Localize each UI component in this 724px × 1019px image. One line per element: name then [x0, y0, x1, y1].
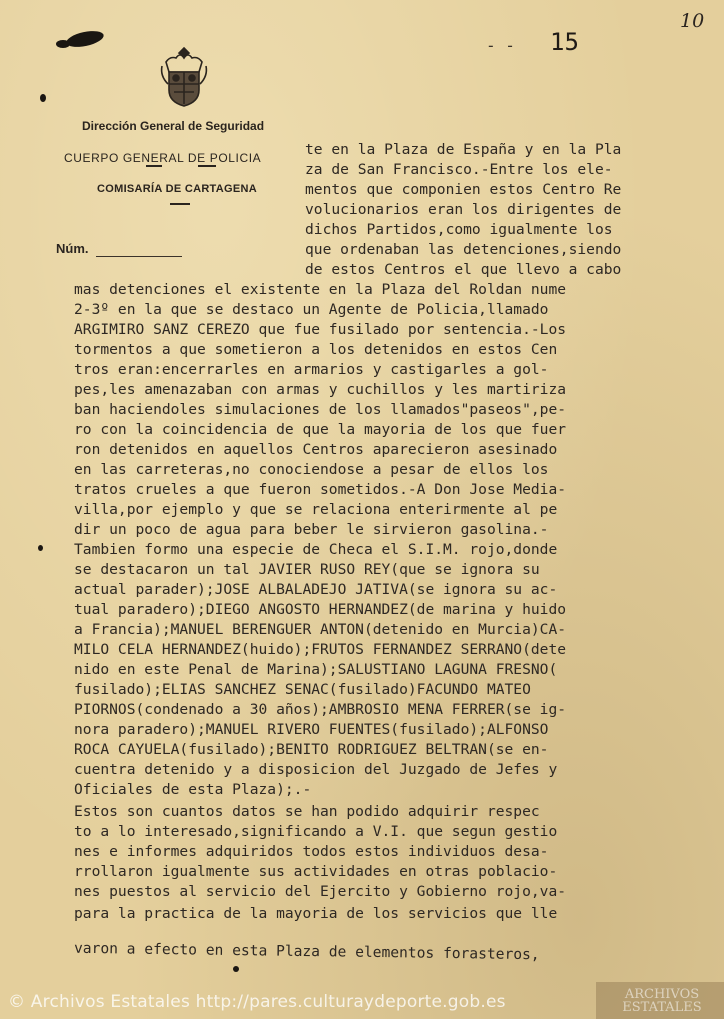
- text-line: en las carreteras,no conociendose a pesar de ellos los: [74, 461, 549, 478]
- header-divider: [170, 203, 190, 205]
- text-line: varon a efecto en esta Plaza de elementos forasteros,: [73, 939, 540, 964]
- text-line: a Francia);MANUEL BERENGUER ANTON(detenido en Murcia)CA-: [74, 621, 567, 638]
- text-line: pes,les amenazaban con armas y cuchillos y les martiriza: [74, 381, 567, 398]
- text-line: mas detenciones el existente en la Plaza del Roldan nume: [74, 281, 567, 298]
- text-line: Estos son cuantos datos se han podido adquirir respec: [74, 803, 540, 820]
- text-line: nes e informes adquiridos todos estos individuos desa-: [74, 843, 549, 860]
- text-line: actual parader);JOSE ALBALADEJO JATIVA(se ignora su ac-: [74, 581, 558, 598]
- text-line: tual paradero);DIEGO ANGOSTO HERNANDEZ(de marina y huido: [74, 601, 567, 618]
- text-line: Tambien formo una especie de Checa el S.I.M. rojo,donde: [74, 541, 558, 558]
- office-heading: COMISARÍA DE CARTAGENA: [97, 183, 257, 195]
- ink-blot: [65, 28, 105, 50]
- page-number: 15: [550, 28, 579, 56]
- text-line: 2-3º en la que se destaco un Agente de Policia,llamado: [74, 301, 549, 318]
- folio-number: 10: [680, 10, 705, 32]
- text-line: volucionarios eran los dirigentes de: [305, 201, 622, 218]
- number-label: Núm.: [56, 241, 89, 256]
- text-line: ro con la coincidencia de que la mayoria de los que fuer: [74, 421, 567, 438]
- text-line: ROCA CAYUELA(fusilado);BENITO RODRIGUEZ BELTRAN(se en-: [74, 741, 549, 758]
- text-line: dichos Partidos,como igualmente los: [305, 221, 613, 238]
- text-line: tros eran:encerrarles en armarios y castigarles a gol-: [74, 361, 549, 378]
- text-line: te en la Plaza de España y en la Pla: [305, 141, 622, 158]
- text-line: ARGIMIRO SANZ CEREZO que fue fusilado por sentencia.-Los: [74, 321, 567, 338]
- header-divider: [146, 165, 162, 167]
- text-line: mentos que componien estos Centro Re: [305, 181, 622, 198]
- number-field-line: [96, 256, 182, 257]
- text-line: PIORNOS(condenado a 30 años);AMBROSIO MENA FERRER(se ig-: [74, 701, 567, 718]
- text-line: cuentra detenido y a disposicion del Juzgado de Jefes y: [74, 761, 558, 778]
- ink-blot: [56, 40, 70, 48]
- ink-blot: [233, 966, 239, 972]
- text-line: ban haciendoles simulaciones de los llamados"paseos",pe-: [74, 401, 567, 418]
- text-line: se destacaron un tal JAVIER RUSO REY(que se ignora su: [74, 561, 540, 578]
- text-line: nora paradero);MANUEL RIVERO FUENTES(fusilado);ALFONSO: [74, 721, 549, 738]
- page-number-dashes: - -: [486, 36, 515, 55]
- text-line: dir un poco de agua para beber le sirvieron gasolina.-: [74, 521, 549, 538]
- text-line: villa,por ejemplo y que se relaciona enterirmente al pe: [74, 501, 558, 518]
- text-line: to a lo interesado,significando a V.I. que segun gestio: [74, 823, 558, 840]
- text-line: que ordenaban las detenciones,siendo: [305, 241, 622, 258]
- corps-heading: CUERPO GENERAL DE POLICIA: [64, 151, 262, 165]
- archive-stamp-text: ARCHIVOS ESTATALES: [622, 987, 702, 1015]
- text-line: ron detenidos en aquellos Centros aparecieron asesinado: [74, 441, 558, 458]
- directorate-heading: Dirección General de Seguridad: [82, 119, 265, 133]
- text-line: de estos Centros el que llevo a cabo: [305, 261, 622, 278]
- text-line: tormentos a que sometieron a los detenidos en estos Cen: [74, 341, 558, 358]
- header-divider: [198, 165, 216, 167]
- text-line: Oficiales de esta Plaza);.-: [74, 781, 312, 798]
- text-line: za de San Francisco.-Entre los ele-: [305, 161, 613, 178]
- text-line: nes puestos al servicio del Ejercito y Gobierno rojo,va-: [74, 883, 567, 900]
- archive-watermark: © Archivos Estatales http://pares.culturaydeporte.gob.es: [8, 992, 506, 1012]
- text-line: para la practica de la mayoria de los servicios que lle: [74, 905, 558, 922]
- text-line: fusilado);ELIAS SANCHEZ SENAC(fusilado)FACUNDO MATEO: [74, 681, 531, 698]
- text-line: tratos crueles a que fueron sometidos.-A Don Jose Media-: [74, 481, 567, 498]
- text-line: MILO CELA HERNANDEZ(huido);FRUTOS FERNANDEZ SERRANO(dete: [74, 641, 567, 658]
- ink-blot: [40, 94, 46, 102]
- ink-blot: [38, 545, 43, 551]
- coat-of-arms-icon: [158, 44, 210, 110]
- text-line: rrollaron igualmente sus actividades en otras poblacio-: [74, 863, 558, 880]
- text-line: nido en este Penal de Marina);SALUSTIANO LAGUNA FRESNO(: [74, 661, 558, 678]
